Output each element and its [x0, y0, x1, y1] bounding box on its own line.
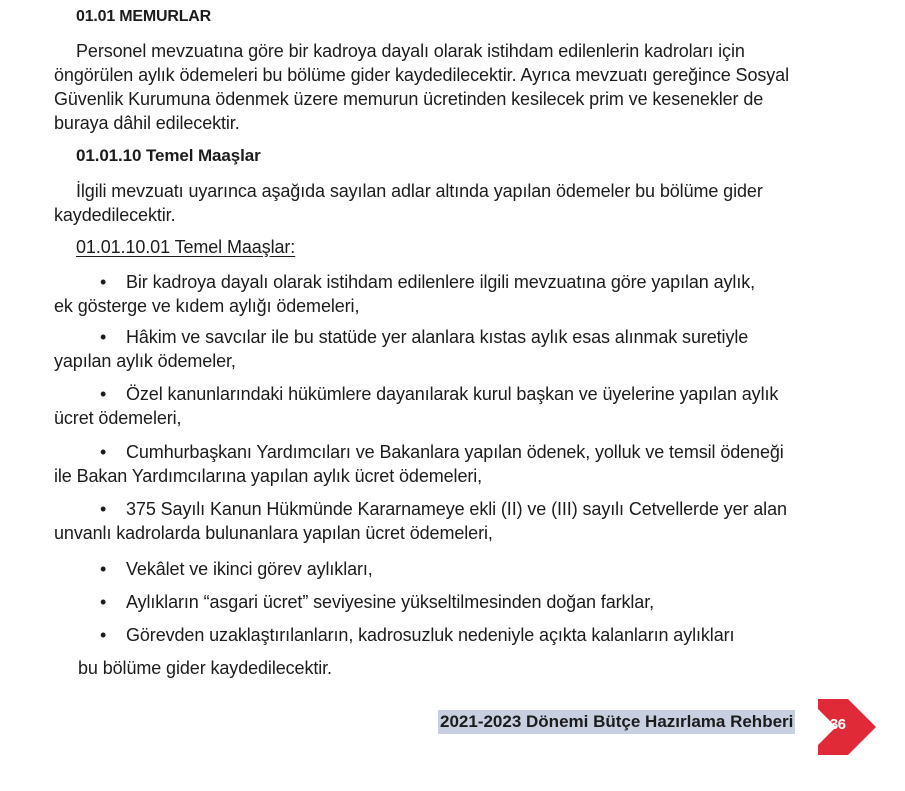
section-heading: 01.01 MEMURLAR — [76, 8, 212, 25]
bullet-icon: • — [100, 499, 107, 519]
bullet-continuation: yapılan aylık ödemeler, — [54, 351, 236, 371]
closing-line: bu bölüme gider kaydedilecektir. — [78, 658, 332, 678]
bullet-icon: • — [100, 559, 107, 579]
bullet-icon: • — [100, 272, 107, 292]
bullet-item: • Aylıkların “asgari ücret” seviyesine yükseltilmesinden doğan farklar, — [100, 592, 655, 612]
bullet-continuation: ek gösterge ve kıdem aylığı ödemeleri, — [54, 296, 360, 316]
footer-title: 2021-2023 Dönemi Bütçe Hazırlama Rehberi — [438, 710, 795, 734]
bullet-continuation: unvanlı kadrolarda bulunanlara yapılan ücret ödemeleri, — [54, 523, 493, 543]
bullet-icon: • — [100, 327, 107, 347]
bullet-item: • Özel kanunlarındaki hükümlere dayanılarak kurul başkan ve üyelerine yapılan aylık — [100, 384, 779, 404]
bullet-continuation: ile Bakan Yardımcılarına yapılan aylık ücret ödemeleri, — [54, 466, 483, 486]
bullet-item: • Görevden uzaklaştırılanların, kadrosuzluk nedeniyle açıkta kalanların aylıkları — [100, 625, 735, 645]
bullet-continuation: ücret ödemeleri, — [54, 408, 182, 428]
bullet-item: • 375 Sayılı Kanun Hükmünde Kararnameye ekli (II) ve (III) sayılı Cetvellerde yer alan — [100, 499, 787, 519]
bullet-item: • Hâkim ve savcılar ile bu statüde yer alanlara kıstas aylık esas alınmak suretiyle — [100, 327, 749, 347]
paragraph-line: kaydedilecektir. — [54, 205, 176, 225]
paragraph-line: öngörülen aylık ödemeleri bu bölüme gider kaydedilecektir. Ayrıca mevzuatı gereğince Sosyal — [54, 65, 789, 85]
bullet-item: • Cumhurbaşkanı Yardımcıları ve Bakanlara yapılan ödenek, yolluk ve temsil ödeneği — [100, 442, 784, 462]
sub-subsection-heading: 01.01.10.01 Temel Maaşlar: — [76, 237, 296, 257]
subsection-heading: 01.01.10 Temel Maaşlar — [76, 146, 261, 165]
page-number: 336 — [822, 716, 846, 733]
paragraph-line: İlgili mevzuatı uyarınca aşağıda sayılan adlar altında yapılan ödemeler bu bölüme gider — [76, 181, 763, 201]
bullet-item: • Bir kadroya dayalı olarak istihdam edilenlere ilgili mevzuatına göre yapılan aylık, — [100, 272, 756, 292]
paragraph-line: Güvenlik Kurumuna ödenmek üzere memurun ücretinden kesilecek prim ve kesenekler de — [54, 89, 764, 109]
bullet-icon: • — [100, 625, 107, 645]
bullet-icon: • — [100, 384, 107, 404]
bullet-item: • Vekâlet ve ikinci görev aylıkları, — [100, 559, 373, 579]
paragraph-line: buraya dâhil edilecektir. — [54, 113, 240, 133]
bullet-icon: • — [100, 442, 107, 462]
paragraph-line: Personel mevzuatına göre bir kadroya dayalı olarak istihdam edilenlerin kadroları için — [76, 41, 745, 61]
bullet-icon: • — [100, 592, 107, 612]
